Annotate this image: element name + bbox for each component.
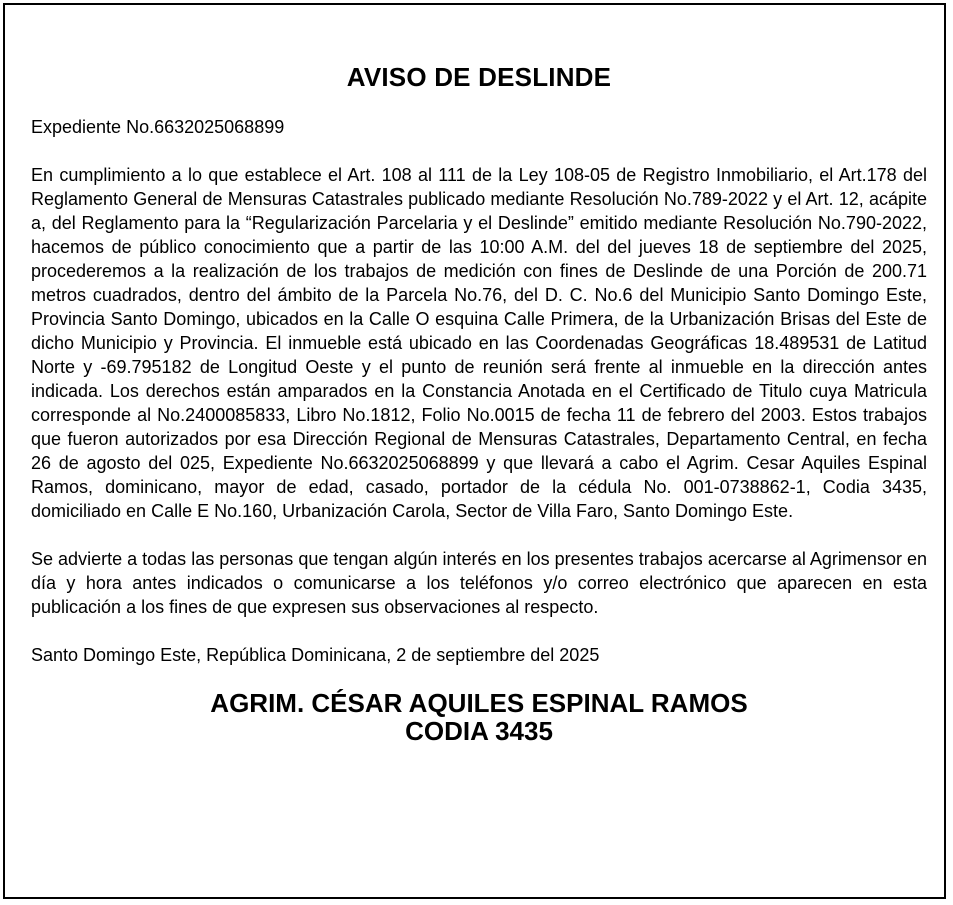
notice-paragraph-warning: Se advierte a todas las personas que tengan algún interés en los presentes trabajos acercarse al Agrimensor en día y hora antes indicados o comunicarse a los teléfonos y/o correo electrónico que aparecen en esta publicación a los fines de que expresen sus observaciones al respecto. [31,549,927,617]
signature-name: AGRIM. CÉSAR AQUILES ESPINAL RAMOS [210,688,748,718]
notice-frame [3,3,946,899]
signature-block [31,689,927,745]
notice-title: AVISO DE DESLINDE [346,62,612,92]
expediente-number: Expediente No.6632025068899 [31,117,285,137]
notice-content [31,61,927,745]
place-date: Santo Domingo Este, República Dominicana, 2 de septiembre del 2025 [31,645,600,665]
signature-codia: CODIA 3435 [405,716,553,746]
notice-paragraph-main: En cumplimiento a lo que establece el Art. 108 al 111 de la Ley 108-05 de Registro Inmobiliario, el Art.178 del Reglamento General de Mensuras Catastrales publicado mediante Resolución No.789-2022 y el Art. 12, acápite a, del Reglamento para la “Regularización Parcelaria y el Deslinde” emitido mediante Resolución No.790-2022, hacemos de público conocimiento que a partir de las 10:00 A.M. del del jueves 18 de septiembre del 2025, procederemos a la realización de los trabajos de medición con fines de Deslinde de una Porción de 200.71 metros cuadrados, dentro del ámbito de la Parcela No.76, del D. C. No.6 del Municipio Santo Domingo Este, Provincia Santo Domingo, ubicados en la Calle O esquina Calle Primera, de la Urbanización Brisas del Este de dicho Municipio y Provincia. El inmueble está ubicado en las Coordenadas Geográficas 18.489531 de Latitud Norte y -69.795182 de Longitud Oeste y el punto de reunión será frente al inmueble en la dirección antes indicada. Los derechos están amparados en la Constancia Anotada en el Certificado de Titulo cuya Matricula corresponde al No.2400085833, Libro No.1812, Folio No.0015 de fecha 11 de febrero del 2003. Estos trabajos que fueron autorizados por esa Dirección Regional de Mensuras Catastrales, Departamento Central, en fecha 26 de agosto del 025, Expediente No.6632025068899 y que llevará a cabo el Agrim. Cesar Aquiles Espinal Ramos, dominicano, mayor de edad, casado, portador de la cédula No. 001-0738862-1, Codia 3435, domiciliado en Calle E No.160, Urbanización Carola, Sector de Villa Faro, Santo Domingo Este. [31,165,927,521]
